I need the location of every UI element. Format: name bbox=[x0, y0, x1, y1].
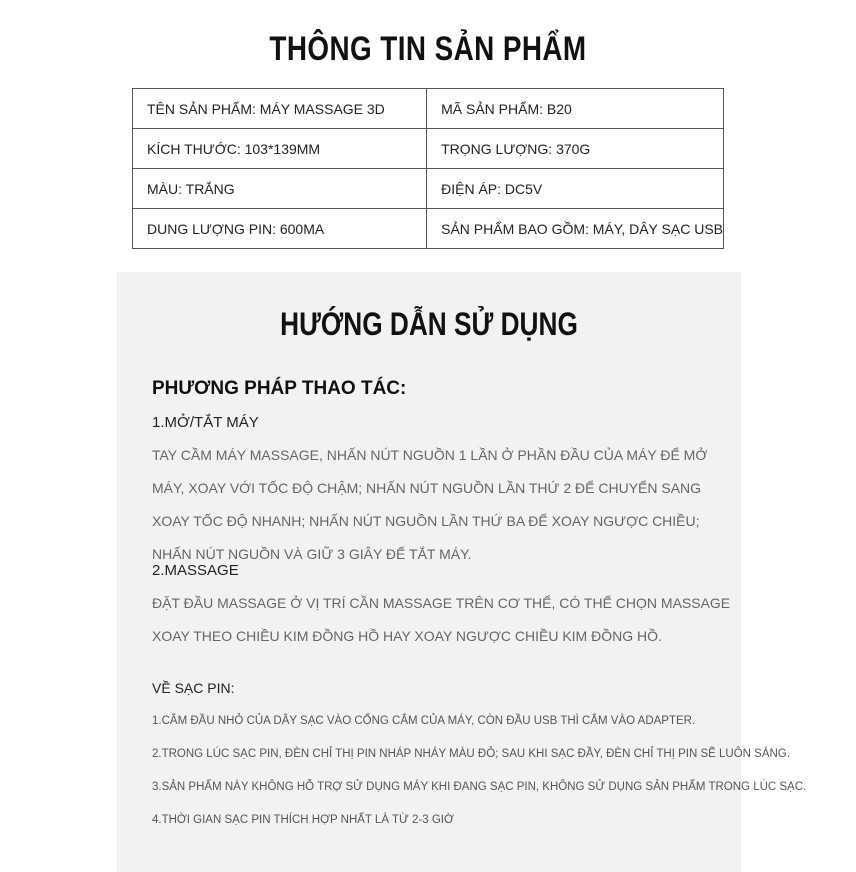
spec-product-code: MÃ SẢN PHẨM: B20 bbox=[427, 89, 724, 129]
step1-text: TAY CẦM MÁY MASSAGE, NHẤN NÚT NGUỒN 1 LẦN Ở PHẦN ĐẦU CỦA MÁY ĐỂ MỞ MÁY, XOAY VỚI TỐC ĐỘ CHẬM; NHẤN NÚT NGUỒN LẦN THỨ 2 ĐỂ CHUYỂN SANG XOAY TỐC ĐỘ NHANH; NHẤN NÚT NGUỒN LẦN THỨ BA ĐỂ XOAY NGƯỢC CHIỀU; NHẤN NÚT NGUỒN VÀ GIỮ 3 GIÂY ĐỂ TẮT MÁY. bbox=[152, 447, 708, 562]
spec-weight: TRỌNG LƯỢNG: 370G bbox=[427, 129, 724, 169]
table-row bbox=[133, 209, 724, 249]
method-heading: PHƯƠNG PHÁP THAO TÁC: bbox=[152, 378, 407, 399]
spec-package: SẢN PHẨM BAO GỒM: MÁY, DÂY SẠC USB bbox=[427, 209, 724, 249]
spec-voltage: ĐIỆN ÁP: DC5V bbox=[427, 169, 724, 209]
table-row bbox=[133, 169, 724, 209]
spec-battery: DUNG LƯỢNG PIN: 600MA bbox=[133, 209, 427, 249]
usage-guide-panel bbox=[117, 272, 807, 872]
spec-color: MÀU: TRẮNG bbox=[133, 169, 427, 209]
charging-item-4: 4.THỜI GIAN SẠC PIN THÍCH HỢP NHẤT LÀ TỪ 2-3 GIỜ bbox=[152, 814, 454, 826]
product-info-title: THÔNG TIN SẢN PHẨM bbox=[269, 30, 587, 68]
charging-item-1: 1.CẮM ĐẦU NHỎ CỦA DÂY SẠC VÀO CỔNG CẮM CỦA MÁY, CÒN ĐẦU USB THÌ CẮM VÀO ADAPTER. bbox=[152, 715, 696, 727]
spec-product-name: TÊN SẢN PHẨM: MÁY MASSAGE 3D bbox=[133, 89, 427, 129]
usage-guide-title: HƯỚNG DẪN SỬ DỤNG bbox=[280, 306, 578, 342]
spec-size: KÍCH THƯỚC: 103*139MM bbox=[133, 129, 427, 169]
step1-heading: 1.MỞ/TẮT MÁY bbox=[152, 414, 259, 431]
step2-text: ĐẶT ĐẦU MASSAGE Ở VỊ TRÍ CẦN MASSAGE TRÊN CƠ THỂ, CÓ THỂ CHỌN MASSAGE XOAY THEO CHIỀU KIM ĐỒNG HỒ HAY XOAY NGƯỢC CHIỀU KIM ĐỒNG HỒ. bbox=[152, 595, 731, 644]
table-row bbox=[133, 89, 724, 129]
step2-heading: 2.MASSAGE bbox=[152, 562, 239, 579]
charging-item-3: 3.SẢN PHẨM NÀY KHÔNG HỖ TRỢ SỬ DỤNG MÁY KHI ĐANG SẠC PIN, KHÔNG SỬ DỤNG SẢN PHẨM TRONG LÚC SẠC. bbox=[152, 781, 807, 793]
table-row bbox=[133, 129, 724, 169]
charging-item-2: 2.TRONG LÚC SẠC PIN, ĐÈN CHỈ THỊ PIN NHÁP NHÁY MÀU ĐỎ; SAU KHI SẠC ĐẦY, ĐÈN CHỈ THỊ PIN SẼ LUÔN SÁNG. bbox=[152, 748, 790, 760]
charging-heading: VỀ SẠC PIN: bbox=[152, 680, 235, 696]
product-spec-table bbox=[132, 88, 724, 249]
